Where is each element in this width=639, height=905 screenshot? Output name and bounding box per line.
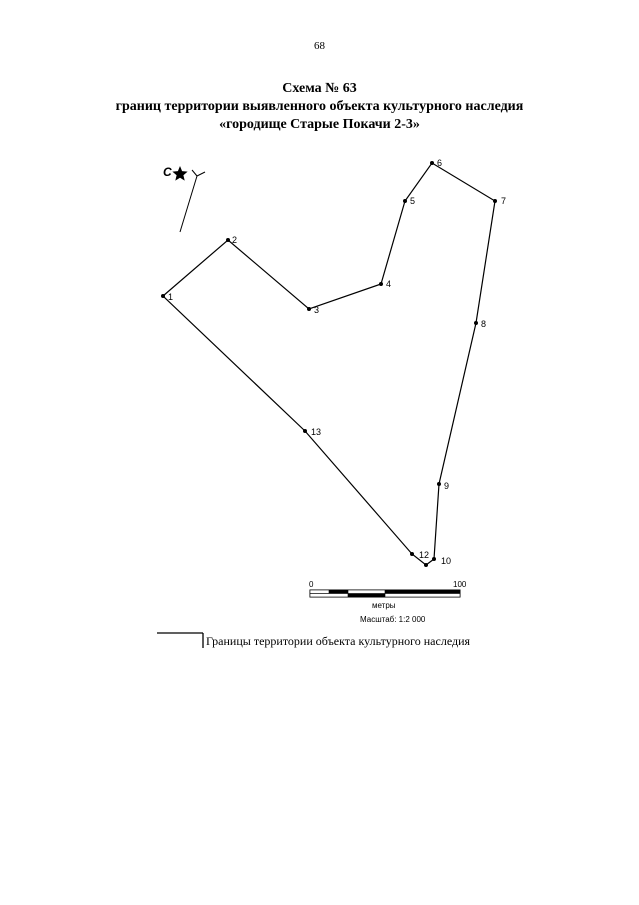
boundary-point-13 xyxy=(303,429,307,433)
boundary-polygon xyxy=(163,163,495,565)
boundary-point-label-7: 7 xyxy=(501,196,507,206)
boundary-point-label-4: 4 xyxy=(386,279,392,289)
scale-unit-label: метры xyxy=(372,601,396,610)
boundary-point-label-13: 13 xyxy=(311,427,322,437)
boundary-point-label-3: 3 xyxy=(314,305,320,315)
north-letter: С xyxy=(163,165,172,179)
scale-end-label: 100 xyxy=(453,580,467,589)
north-arrow xyxy=(163,165,205,232)
north-arrow-shaft xyxy=(180,176,197,232)
boundary-point-label-12: 12 xyxy=(419,550,430,560)
boundary-point-6 xyxy=(430,161,434,165)
boundary-point-label-9: 9 xyxy=(444,481,450,491)
title-line-1: Схема № 63 xyxy=(282,81,357,96)
boundary-point-9 xyxy=(437,482,441,486)
scale-segment xyxy=(348,590,385,594)
boundary-point-12 xyxy=(410,552,414,556)
scale-segment xyxy=(348,594,385,598)
boundary-point-4 xyxy=(379,282,383,286)
north-arrow-head-right xyxy=(197,172,205,176)
boundary-point-10 xyxy=(432,557,436,561)
boundary-point-3 xyxy=(307,307,311,311)
boundary-point-8 xyxy=(474,321,478,325)
boundary-point-label-2: 2 xyxy=(232,235,238,245)
legend xyxy=(157,633,203,648)
scale-start-label: 0 xyxy=(309,580,314,589)
north-arrow-head-left xyxy=(192,170,197,176)
scale-segment xyxy=(329,590,348,594)
boundary-point-7 xyxy=(493,199,497,203)
page-number: 68 xyxy=(314,40,325,52)
scale-segment xyxy=(385,594,460,598)
boundary-point-1 xyxy=(161,294,165,298)
boundary-point-label-6: 6 xyxy=(437,158,443,168)
scale-segment xyxy=(310,590,329,594)
scale-bar xyxy=(309,580,467,624)
boundary-point-label-1: 1 xyxy=(168,292,174,302)
star-icon xyxy=(172,166,187,181)
boundary-points xyxy=(161,158,506,567)
scale-segment xyxy=(310,594,348,598)
boundary-point-2 xyxy=(226,238,230,242)
boundary-point-11 xyxy=(424,563,428,567)
title-line-2: границ территории выявленного объекта культурного наследия xyxy=(115,99,524,114)
boundary-point-5 xyxy=(403,199,407,203)
legend-label: Границы территории объекта культурного наследия xyxy=(206,634,471,648)
scale-ratio-label: Масштаб: 1:2 000 xyxy=(360,615,426,624)
scale-segment xyxy=(385,590,460,594)
boundary-point-label-8: 8 xyxy=(481,319,487,329)
boundary-point-label-5: 5 xyxy=(410,196,416,206)
boundary-point-label-10: 10 xyxy=(441,556,452,566)
title-line-3: «городище Старые Покачи 2-3» xyxy=(219,117,420,132)
